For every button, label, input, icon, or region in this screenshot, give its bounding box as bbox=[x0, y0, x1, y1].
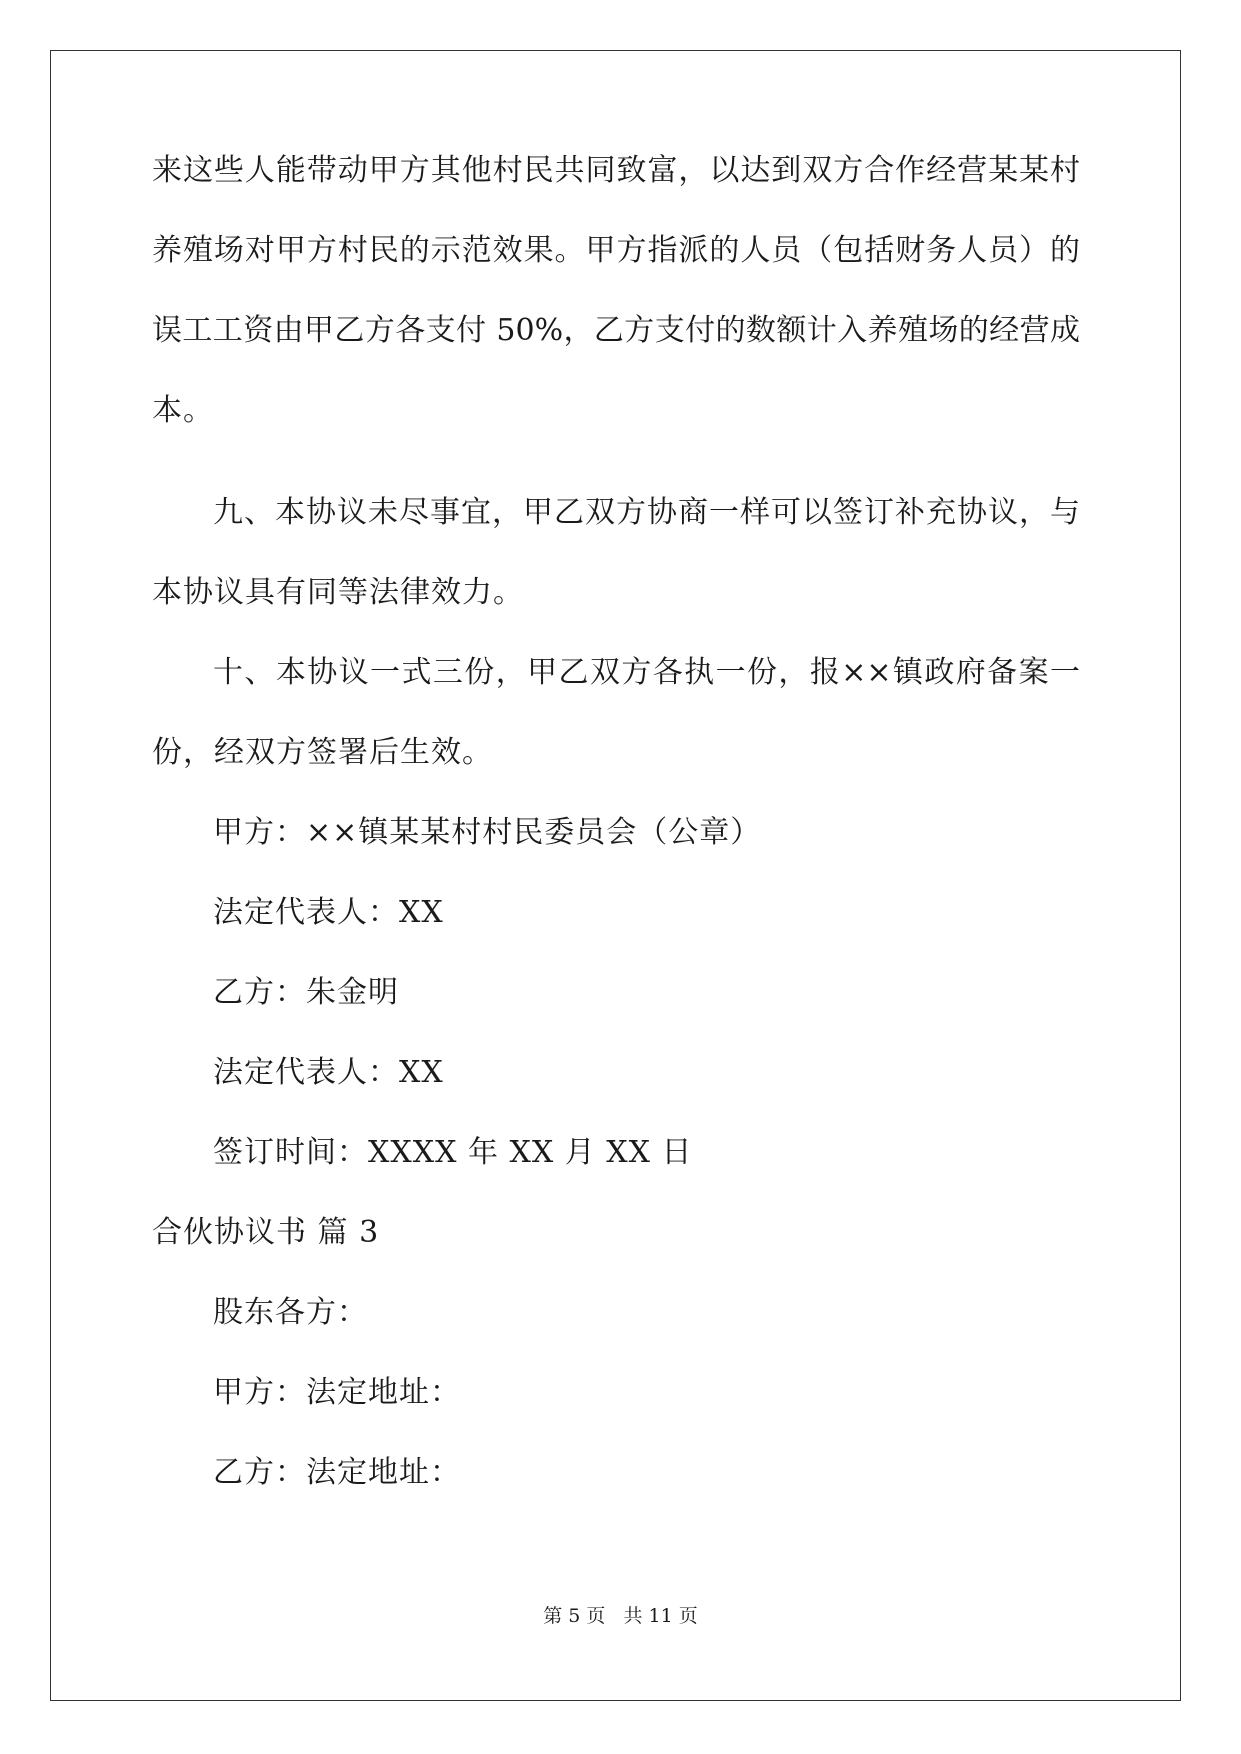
clause-10-line-1: 十、本协议一式三份，甲乙双方各执一份，报××镇政府备案一 bbox=[213, 655, 1080, 690]
page-number-footer: 第 5 页 共 11 页 bbox=[543, 1605, 698, 1627]
clause-9-line-2: 本协议具有同等法律效力。 bbox=[152, 575, 524, 610]
signing-date: 签订时间：XXXX 年 XX 月 XX 日 bbox=[213, 1135, 693, 1170]
party-b-address: 乙方：法定地址： bbox=[213, 1455, 461, 1490]
paragraph-8-line-4: 本。 bbox=[152, 393, 214, 428]
party-a-address: 甲方：法定地址： bbox=[213, 1375, 461, 1410]
party-a-signature: 甲方：××镇某某村村民委员会（公章） bbox=[213, 815, 762, 850]
party-b-signature: 乙方：朱金明 bbox=[213, 975, 399, 1010]
clause-10-line-2: 份，经双方签署后生效。 bbox=[152, 735, 493, 770]
clause-9-line-1: 九、本协议未尽事宜，甲乙双方协商一样可以签订补充协议，与 bbox=[213, 495, 1080, 530]
paragraph-8-line-3: 误工工资由甲乙方各支付 50%，乙方支付的数额计入养殖场的经营成 bbox=[152, 313, 1080, 348]
paragraph-8-line-2: 养殖场对甲方村民的示范效果。甲方指派的人员（包括财务人员）的 bbox=[152, 233, 1080, 268]
shareholders-label: 股东各方： bbox=[213, 1295, 368, 1330]
party-b-representative: 法定代表人：XX bbox=[213, 1055, 444, 1090]
paragraph-8-line-1: 来这些人能带动甲方其他村民共同致富，以达到双方合作经营某某村 bbox=[152, 153, 1080, 188]
section-heading: 合伙协议书 篇 3 bbox=[152, 1215, 380, 1250]
party-a-representative: 法定代表人：XX bbox=[213, 895, 444, 930]
